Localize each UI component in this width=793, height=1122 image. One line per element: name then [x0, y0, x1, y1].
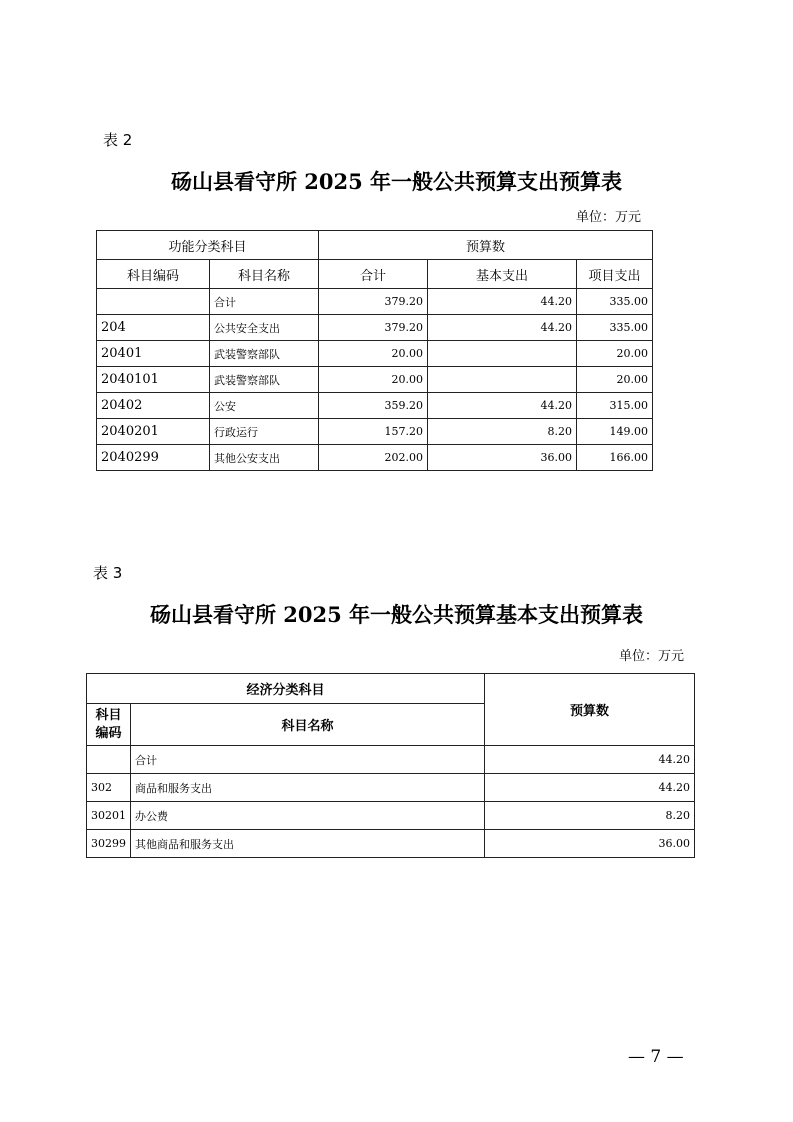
row-code: 2040201	[97, 419, 210, 445]
table-row	[87, 802, 695, 830]
row-name: 商品和服务支出	[131, 774, 485, 802]
header-name: 科目名称	[131, 704, 485, 746]
row-project: 335.00	[577, 289, 653, 315]
row-project: 166.00	[577, 445, 653, 471]
row-total: 20.00	[319, 367, 428, 393]
table3-unit: 单位：万元	[619, 649, 685, 664]
table-row	[97, 393, 653, 419]
table2-column-header-row	[97, 260, 653, 289]
header-code: 科目编码	[97, 260, 210, 289]
row-name: 武装警察部队	[210, 367, 319, 393]
row-code: 204	[97, 315, 210, 341]
row-project: 335.00	[577, 315, 653, 341]
row-code: 30299	[87, 830, 131, 858]
row-code	[97, 289, 210, 315]
table2-unit: 单位：万元	[576, 210, 642, 225]
row-amount: 44.20	[485, 746, 695, 774]
row-amount: 8.20	[485, 802, 695, 830]
table-row	[87, 774, 695, 802]
row-code	[87, 746, 131, 774]
row-project: 20.00	[577, 341, 653, 367]
table-row	[97, 419, 653, 445]
row-name: 武装警察部队	[210, 341, 319, 367]
table3-title: 砀山县看守所 2025 年一般公共预算基本支出预算表	[149, 602, 644, 627]
row-name: 行政运行	[210, 419, 319, 445]
table2-group-header-row	[97, 231, 653, 260]
row-name: 合计	[131, 746, 485, 774]
header-code-line2: 编码	[95, 725, 122, 741]
table2-title: 砀山县看守所 2025 年一般公共预算支出预算表	[170, 169, 623, 194]
row-basic	[428, 367, 577, 393]
header-code	[87, 704, 131, 746]
row-total: 379.20	[319, 315, 428, 341]
row-amount: 44.20	[485, 774, 695, 802]
row-basic: 44.20	[428, 393, 577, 419]
row-basic: 44.20	[428, 289, 577, 315]
table-row	[97, 445, 653, 471]
header-budget: 预算数	[319, 231, 653, 260]
header-project: 项目支出	[577, 260, 653, 289]
row-total: 20.00	[319, 341, 428, 367]
row-basic: 36.00	[428, 445, 577, 471]
header-code-line1: 科目	[95, 707, 122, 723]
row-name: 公共安全支出	[210, 315, 319, 341]
header-basic: 基本支出	[428, 260, 577, 289]
row-name: 其他公安支出	[210, 445, 319, 471]
header-name: 科目名称	[210, 260, 319, 289]
row-name: 办公费	[131, 802, 485, 830]
header-total: 合计	[319, 260, 428, 289]
row-basic: 8.20	[428, 419, 577, 445]
table-row	[97, 315, 653, 341]
row-name: 合计	[210, 289, 319, 315]
header-functional: 功能分类科目	[97, 231, 319, 260]
table3-group-header-row	[87, 674, 695, 704]
table-row	[87, 746, 695, 774]
table2-label: 表 2	[103, 131, 133, 149]
row-code: 302	[87, 774, 131, 802]
row-project: 315.00	[577, 393, 653, 419]
table-row	[97, 289, 653, 315]
row-code: 20402	[97, 393, 210, 419]
row-code: 2040299	[97, 445, 210, 471]
header-amount: 预算数	[485, 674, 695, 746]
row-project: 149.00	[577, 419, 653, 445]
page-number: — 7 —	[628, 1047, 684, 1067]
table3	[86, 673, 695, 858]
row-basic: 44.20	[428, 315, 577, 341]
table-row	[87, 830, 695, 858]
row-basic	[428, 341, 577, 367]
row-code: 2040101	[97, 367, 210, 393]
row-total: 359.20	[319, 393, 428, 419]
row-name: 其他商品和服务支出	[131, 830, 485, 858]
row-total: 379.20	[319, 289, 428, 315]
header-economic: 经济分类科目	[87, 674, 485, 704]
table-row	[97, 367, 653, 393]
row-total: 202.00	[319, 445, 428, 471]
row-total: 157.20	[319, 419, 428, 445]
table-row	[97, 341, 653, 367]
table2	[96, 230, 653, 471]
row-name: 公安	[210, 393, 319, 419]
row-code: 30201	[87, 802, 131, 830]
row-code: 20401	[97, 341, 210, 367]
row-project: 20.00	[577, 367, 653, 393]
table3-label: 表 3	[93, 564, 123, 582]
row-amount: 36.00	[485, 830, 695, 858]
